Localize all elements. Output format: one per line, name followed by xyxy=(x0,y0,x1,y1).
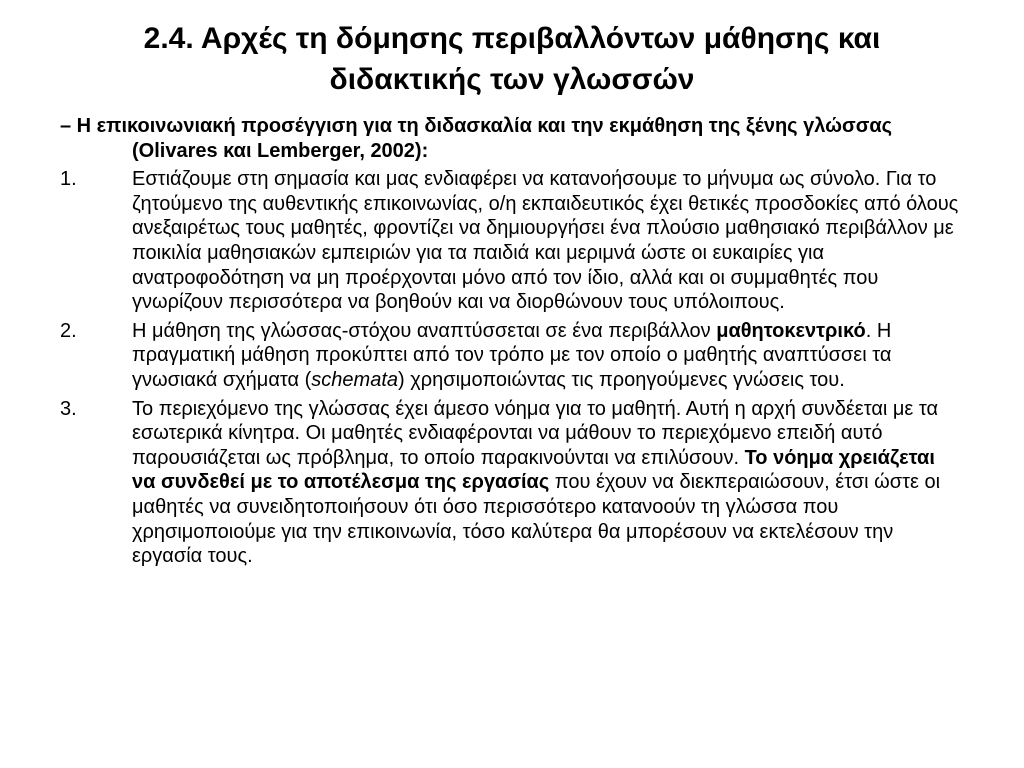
text-segment: ) χρησιμοποιώντας τις προηγούμενες γνώσεις του. xyxy=(398,368,845,391)
list-item-number: 2. xyxy=(60,319,77,342)
list-item-text xyxy=(132,397,960,569)
subheading: – Η επικοινωνιακή προσέγγιση για τη διδασκαλία και την εκμάθηση της ξένης γλώσσας (Olivares και Lemberger, 2002): xyxy=(60,115,893,162)
title-line-1: 2.4. Αρχές τη δόμησης περιβαλλόντων μάθησης και xyxy=(143,22,881,55)
title-line-2: διδακτικής των γλωσσών xyxy=(329,63,695,96)
text-segment: Το περιεχόμενο της γλώσσας έχει άμεσο νόημα για το μαθητή. Αυτή η αρχή συνδέεται με τα εσωτερικά κίνητρα. Οι μαθητές ενδιαφέρονται να μάθουν το περιεχόμενο επειδή αυτό παρουσιάζεται ως πρόβλημα, το οποίο παρακινούνται να επιλύσουν. xyxy=(132,397,939,469)
bold-emphasis: Το νόημα χρειάζεται να συνδεθεί με το αποτέλεσμα της εργασίας xyxy=(132,446,935,494)
list-item-number: 1. xyxy=(60,168,77,191)
text-segment: που έχουν να διεκπεραιώσουν, έτσι ώστε οι μαθητές να συνειδητοποιήσουν ότι όσο περισσότερο κατανοούν τη γλώσσα που χρησιμοποιούμε για την επικοινωνία, τόσο καλύτερα θα μπορέσουν να εκτελέσουν την εργασία τους. xyxy=(132,471,941,568)
list-item-3 xyxy=(60,397,960,569)
list-item-2 xyxy=(60,319,960,393)
list-item-number: 3. xyxy=(60,397,77,420)
bold-emphasis: μαθητοκεντρικό xyxy=(716,319,866,342)
list-item-text xyxy=(132,319,960,393)
italic-term: schemata xyxy=(311,368,399,391)
list-item-1 xyxy=(60,167,960,315)
text-segment: Η μάθηση της γλώσσας-στόχου αναπτύσσεται σε ένα περιβάλλον xyxy=(132,319,717,342)
slide-body xyxy=(60,114,960,573)
slide-title xyxy=(40,18,984,100)
list-item-text: Εστιάζουμε στη σημασία και μας ενδιαφέρει να κατανοήσουμε το μήνυμα ως σύνολο. Για το ζητούμενο της αυθεντικής επικοινωνίας, ο/η εκπαιδευτικός έχει θετικές προσδοκίες από όλους ανεξαιρέτως τους μαθητές, φροντίζει να δημιουργήσει ένα πλούσιο μαθησιακό περιβάλλον με ποικιλία μαθησιακών εμπειριών για τα παιδιά και μεριμνά ώστε οι ευκαιρίες για ανατροφοδότηση να μη προέρχονται μόνο από τον ίδιο, αλλά και οι συμμαθητές που γνωρίζουν περισσότερα να βοηθούν και να διορθώνουν τους υπόλοιπους. xyxy=(132,168,959,314)
text-segment: . Η πραγματική μάθηση προκύπτει από τον τρόπο με τον οποίο ο μαθητής αναπτύσσει τα γνωσιακά σχήματα ( xyxy=(132,319,892,391)
